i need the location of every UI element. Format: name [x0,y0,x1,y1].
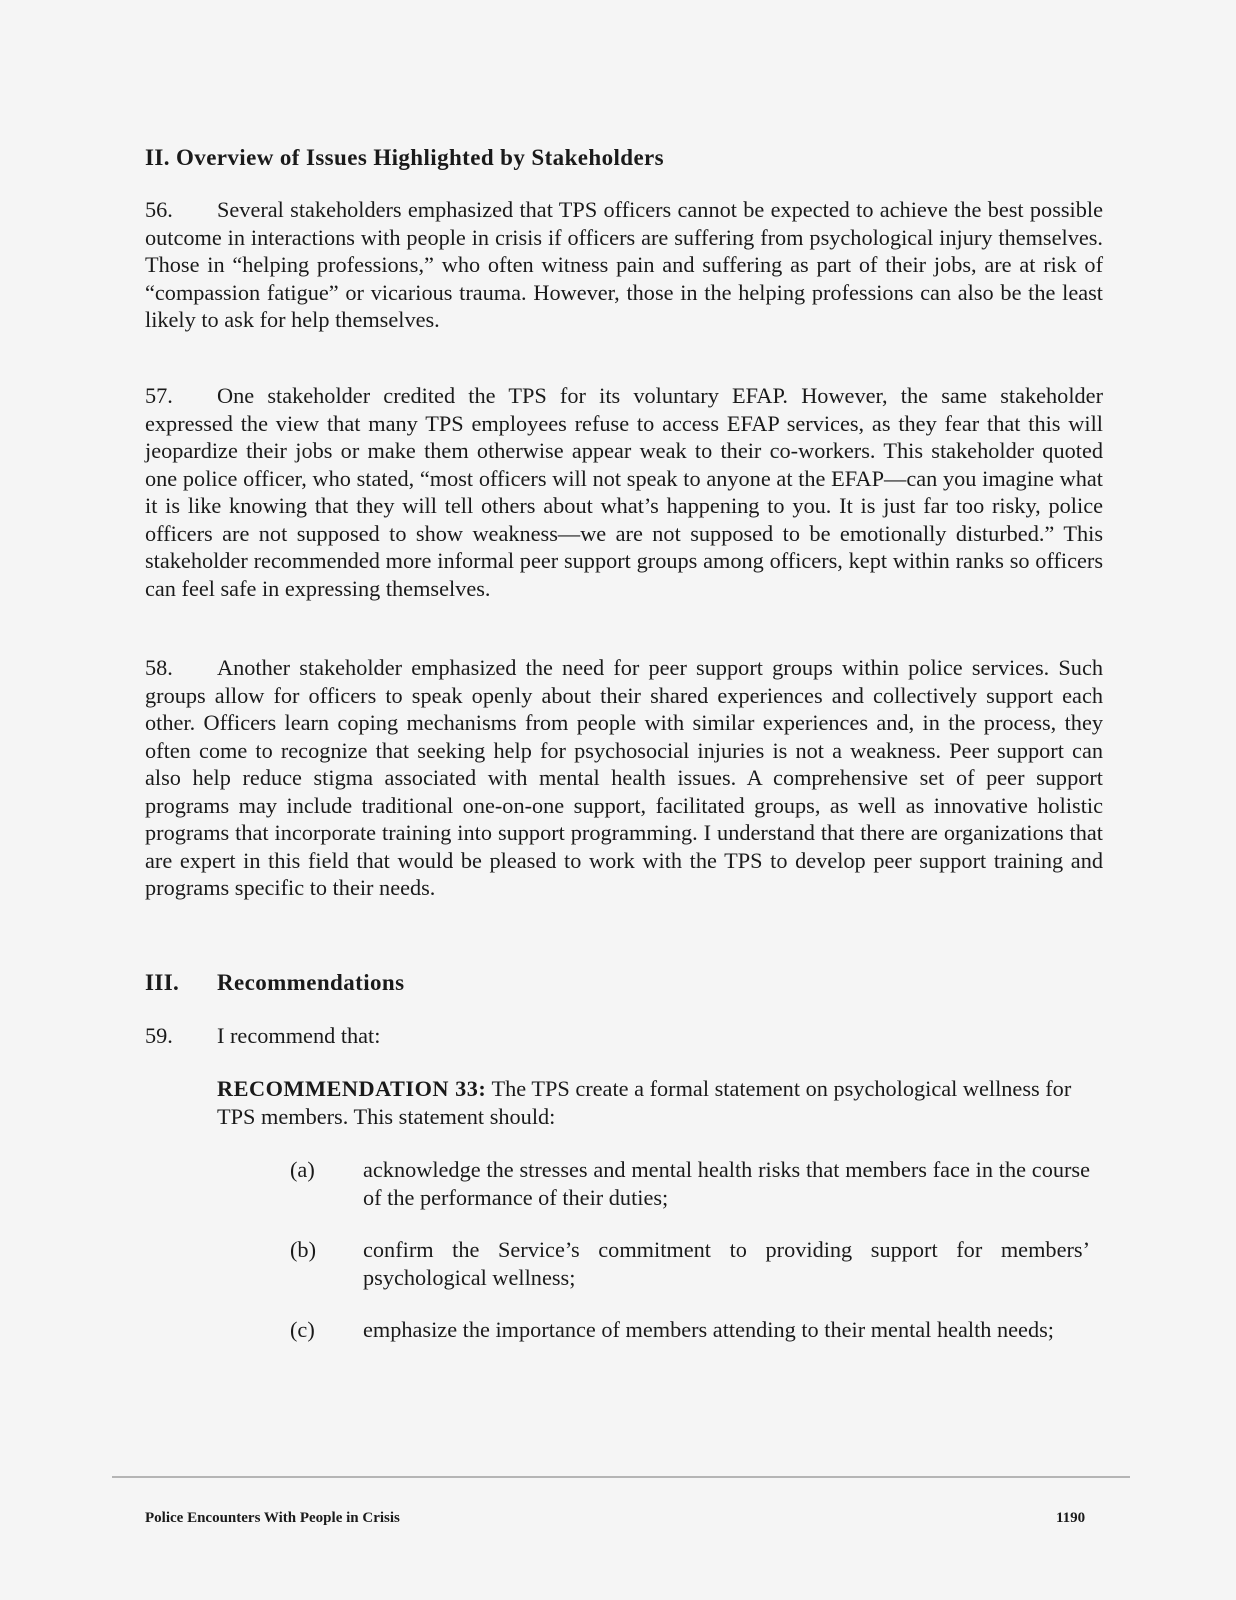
paragraph-text: I recommend that: [217,1023,381,1048]
list-item-letter: (c) [290,1317,315,1342]
paragraph-57 [145,382,1103,602]
list-item-letter: (a) [290,1157,315,1182]
paragraph-number: 58. [145,655,173,680]
footer-title: Police Encounters With People in Crisis [145,1510,400,1526]
paragraph-59 [145,1022,380,1050]
list-item-letter: (b) [290,1237,316,1262]
paragraph-text: One stakeholder credited the TPS for its voluntary EFAP. However, the same stakeholder expressed the view that many TPS employees refuse to access EFAP services, as they fear that this will jeopardize their jobs or make them otherwise appear weak to their co-workers. This stakeholder quoted one police officer, who stated, “most officers will not speak to anyone at the EFAP—can you imagine what it is like knowing that they will tell others about what’s happening to you. It is just far too risky, police officers are not supposed to show weakness—we are not supposed to be emotionally disturbed.” This stakeholder recommended more informal peer support groups among officers, kept within ranks so officers can feel safe in expressing themselves. [145,383,1103,601]
paragraph-56 [145,196,1103,334]
section-title: Recommendations [217,970,405,995]
list-item-text: confirm the Service’s commitment to providing support for members’ psychological wellness; [363,1237,1090,1290]
recommendation-label: RECOMMENDATION 33: [217,1076,487,1101]
list-item-text: emphasize the importance of members attending to their mental health needs; [363,1317,1054,1342]
paragraph-text: Several stakeholders emphasized that TPS officers cannot be expected to achieve the best possible outcome in interactions with people in crisis if officers are suffering from psychological injury themselves. Those in “helping professions,” who often witness pain and suffering as part of their jobs, are at risk of “compassion fatigue” or vicarious trauma. However, those in the helping professions can also be the least likely to ask for help themselves. [145,197,1103,332]
section-heading-overview: II. Overview of Issues Highlighted by Stakeholders [145,145,665,170]
section-numeral: III. [145,970,180,995]
page-number: 1190 [1056,1510,1086,1526]
paragraph-number: 56. [145,197,173,222]
list-item-text: acknowledge the stresses and mental health risks that members face in the course of the performance of their duties; [363,1157,1090,1210]
paragraph-number: 59. [145,1023,173,1048]
paragraph-text: Another stakeholder emphasized the need for peer support groups within police services. Such groups allow for officers to speak openly about their shared experiences and collectively support each other. Officers learn coping mechanisms from people with similar experiences and, in the process, they often come to recognize that seeking help for psychosocial injuries is not a weakness. Peer support can also help reduce stigma associated with mental health issues. A comprehensive set of peer support programs may include traditional one-on-one support, facilitated groups, as well as innovative holistic programs that incorporate training into support programming. I understand that there are organizations that are expert in this field that would be pleased to work with the TPS to develop peer support training and programs specific to their needs. [145,655,1103,900]
recommendation-33 [217,1075,1103,1130]
footer-divider [112,1476,1130,1478]
paragraph-58 [145,654,1103,902]
section-heading-recommendations [145,970,404,996]
paragraph-number: 57. [145,383,173,408]
recommendation-text: The TPS create a formal statement on psychological wellness for TPS members. This statement should: [217,1076,1072,1129]
